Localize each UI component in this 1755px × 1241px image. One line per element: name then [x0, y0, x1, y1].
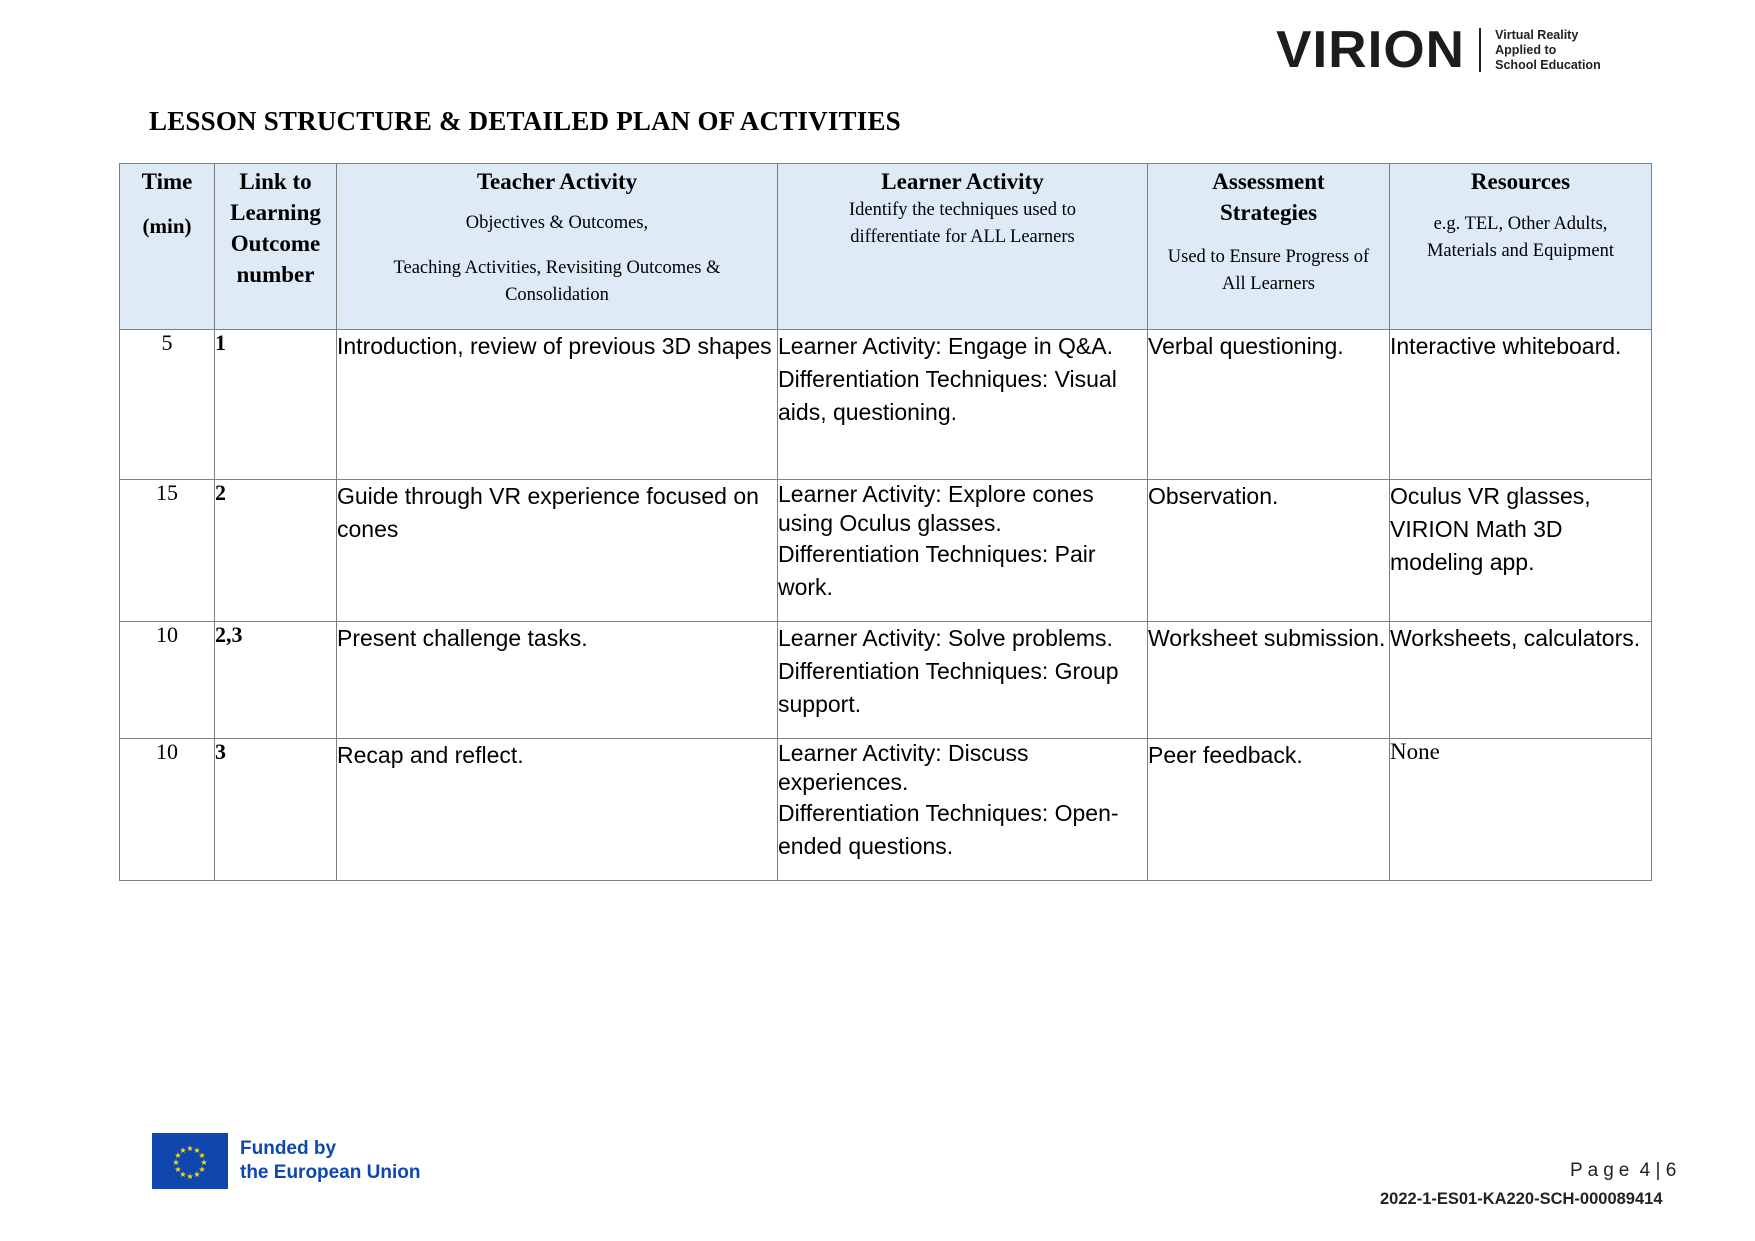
- header-learner-activity: Learner Activity Identify the techniques used to differentiate for ALL Learners: [778, 164, 1148, 330]
- svg-text:★: ★: [174, 1165, 182, 1174]
- eu-stars-icon: [152, 1133, 228, 1189]
- page-number: Page 4 | 6: [1570, 1160, 1677, 1181]
- table-header-row: [120, 164, 1652, 330]
- svg-text:★: ★: [186, 1144, 194, 1153]
- svg-text:★: ★: [179, 1170, 187, 1179]
- document-title: LESSON STRUCTURE & DETAILED PLAN OF ACTIVITIES: [149, 106, 901, 136]
- cell-link: 1: [215, 330, 337, 480]
- header-link-outcome: Link to Learning Outcome number: [215, 164, 337, 330]
- header-teacher-activity: Teacher Activity Objectives & Outcomes, Teaching Activities, Revisiting Outcomes & Consolidation: [337, 164, 778, 330]
- eu-funding-logo: [152, 1133, 421, 1189]
- cell-time: 15: [120, 480, 215, 622]
- cell-time: 10: [120, 739, 215, 881]
- project-code: 2022-1-ES01-KA220-SCH-000089414: [1380, 1190, 1663, 1208]
- cell-teacher: Guide through VR experience focused on cones: [337, 480, 778, 622]
- lesson-plan-table: [119, 163, 1652, 881]
- cell-assessment: Peer feedback.: [1148, 739, 1390, 881]
- svg-text:★: ★: [193, 1170, 201, 1179]
- svg-text:★: ★: [200, 1158, 208, 1167]
- logo-tagline: Virtual Reality Applied to School Education: [1495, 27, 1601, 72]
- cell-teacher: Present challenge tasks.: [337, 622, 778, 739]
- table-row: [120, 330, 1652, 480]
- svg-text:★: ★: [179, 1146, 187, 1155]
- table-row: [120, 739, 1652, 881]
- cell-learner: Learner Activity: Solve problems. Differentiation Techniques: Group support.: [778, 622, 1148, 739]
- svg-text:★: ★: [186, 1172, 194, 1181]
- svg-text:★: ★: [198, 1165, 206, 1174]
- cell-learner: Learner Activity: Engage in Q&A. Differentiation Techniques: Visual aids, questioning.: [778, 330, 1148, 480]
- cell-time: 10: [120, 622, 215, 739]
- cell-learner: Learner Activity: Discuss experiences. Differentiation Techniques: Open-ended questions.: [778, 739, 1148, 881]
- cell-assessment: Verbal questioning.: [1148, 330, 1390, 480]
- cell-learner: Learner Activity: Explore cones using Oculus glasses. Differentiation Techniques: Pair work.: [778, 480, 1148, 622]
- header-time: Time (min): [120, 164, 215, 330]
- cell-teacher: Introduction, review of previous 3D shapes: [337, 330, 778, 480]
- svg-text:★: ★: [174, 1151, 182, 1160]
- svg-text:★: ★: [198, 1151, 206, 1160]
- eu-flag-icon: [152, 1133, 228, 1189]
- header-resources: Resources e.g. TEL, Other Adults, Materials and Equipment: [1390, 164, 1652, 330]
- table-row: [120, 622, 1652, 739]
- cell-link: 3: [215, 739, 337, 881]
- cell-link: 2,3: [215, 622, 337, 739]
- cell-link: 2: [215, 480, 337, 622]
- eu-funding-text: Funded by the European Union: [240, 1138, 421, 1183]
- cell-resources: Worksheets, calculators.: [1390, 622, 1652, 739]
- virion-logo: [1276, 21, 1601, 79]
- logo-divider: [1479, 28, 1481, 72]
- cell-assessment: Worksheet submission.: [1148, 622, 1390, 739]
- cell-resources: None: [1390, 739, 1652, 881]
- cell-time: 5: [120, 330, 215, 480]
- cell-resources: Interactive whiteboard.: [1390, 330, 1652, 480]
- cell-teacher: Recap and reflect.: [337, 739, 778, 881]
- table-row: [120, 480, 1652, 622]
- svg-text:★: ★: [193, 1146, 201, 1155]
- svg-text:★: ★: [172, 1158, 180, 1167]
- cell-assessment: Observation.: [1148, 480, 1390, 622]
- header-assessment-strategies: Assessment Strategies Used to Ensure Progress of All Learners: [1148, 164, 1390, 330]
- cell-resources: Oculus VR glasses, VIRION Math 3D modeling app.: [1390, 480, 1652, 622]
- logo-wordmark: VIRION: [1276, 21, 1465, 79]
